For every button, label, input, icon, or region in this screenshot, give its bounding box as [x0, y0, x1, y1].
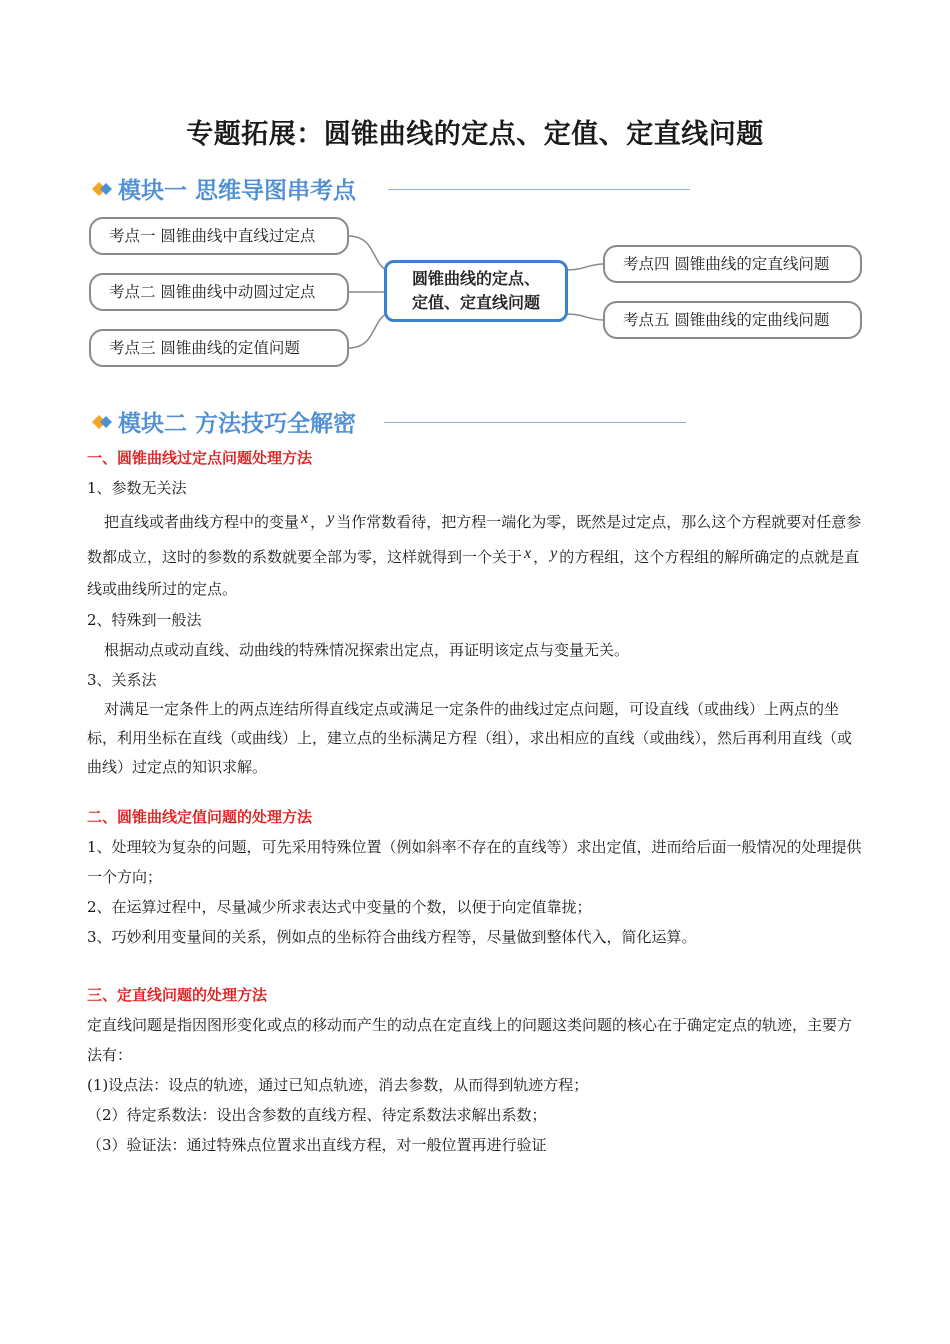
- section3-item: (1)设点法：设点的轨迹，通过已知点轨迹，消去参数，从而得到轨迹方程；: [87, 1076, 589, 1094]
- section1-item3-title: 3、关系法: [87, 671, 157, 689]
- section2-item: 1、处理较为复杂的问题，可先采用特殊位置（例如斜率不存在的直线等）求出定值，进而给后面一般情况的处理提供一个方向；: [87, 838, 862, 886]
- section1-item3-text: 对满足一定条件上的两点连结所得直线定点或满足一定条件的曲线过定点问题，可设直线（或曲线）上两点的坐标，利用坐标在直线（或曲线）上，建立点的坐标满足方程（组），求出相应的直线（或曲线），然后再利用直线（或曲线）过定点的知识求解。: [87, 700, 853, 776]
- mindmap-node-topic2: 考点二 圆锥曲线中动圆过定点: [89, 273, 349, 311]
- section3-heading: 三、定直线问题的处理方法: [87, 986, 268, 1004]
- section1-item1-text: [87, 503, 865, 605]
- var-x: x: [301, 510, 309, 527]
- sep: ，: [533, 548, 549, 566]
- item1-text-a: 把直线或者曲线方程中的变量: [104, 513, 300, 531]
- mindmap-node-topic5: 考点五 圆锥曲线的定曲线问题: [603, 301, 862, 339]
- section1-item1-title: 1、参数无关法: [87, 479, 187, 497]
- mindmap-node-topic3: 考点三 圆锥曲线的定值问题: [89, 329, 349, 367]
- module2-rule: [384, 422, 686, 423]
- sep: ，: [310, 513, 326, 531]
- section2: [87, 802, 865, 952]
- module2-header: [90, 405, 690, 439]
- section3-item: （2）待定系数法：设出含参数的直线方程、待定系数法求解出系数；: [87, 1106, 547, 1124]
- diamond-icon: [90, 411, 116, 433]
- section2-item: 2、在运算过程中，尽量减少所求表达式中变量的个数，以便于向定值靠拢；: [87, 898, 592, 916]
- section3-item: （3）验证法：通过特殊点位置求出直线方程，对一般位置再进行验证: [87, 1136, 547, 1154]
- section3-intro: 定直线问题是指因图形变化或点的移动而产生的动点在定直线上的问题这类问题的核心在于确定定点的轨迹，主要方法有：: [87, 1016, 853, 1064]
- center-node-line1: 圆锥曲线的定点、: [411, 269, 540, 288]
- section1-item2-text: 根据动点或动直线、动曲线的特殊情况探索出定点，再证明该定点与变量无关。: [104, 641, 630, 659]
- section1-heading: 一、圆锥曲线过定点问题处理方法: [87, 449, 313, 467]
- mindmap-center-node: [384, 260, 568, 322]
- center-node-line2: 定值、定直线问题: [411, 293, 540, 312]
- section2-item: 3、巧妙利用变量间的关系，例如点的坐标符合曲线方程等，尽量做到整体代入，简化运算。: [87, 928, 697, 946]
- var-y: y: [327, 510, 335, 527]
- module1-title: 模块一 思维导图串考点: [118, 178, 357, 204]
- module2-title: 模块二 方法技巧全解密: [118, 411, 357, 437]
- section2-heading: 二、圆锥曲线定值问题的处理方法: [87, 808, 313, 826]
- var-x: x: [524, 545, 532, 562]
- section1-item2-title: 2、特殊到一般法: [87, 611, 202, 629]
- section3: [87, 980, 865, 1160]
- section1: [87, 443, 865, 782]
- page-title: 专题拓展：圆锥曲线的定点、定值、定直线问题: [186, 119, 764, 150]
- mindmap-node-topic1: 考点一 圆锥曲线中直线过定点: [89, 217, 349, 255]
- item1-text-c: 的方程组，这个方程组的解所确定的点就是直线或曲线所过的定点。: [87, 548, 860, 598]
- var-y: y: [550, 545, 558, 562]
- mindmap-node-topic4: 考点四 圆锥曲线的定直线问题: [603, 245, 862, 283]
- item1-text-b: 当作常数看待，把方程一端化为零，既然是过定点，那么这个方程就要对任意参数都成立，这时的参数的系数就要全部为零，这样就得到一个关于: [87, 513, 862, 566]
